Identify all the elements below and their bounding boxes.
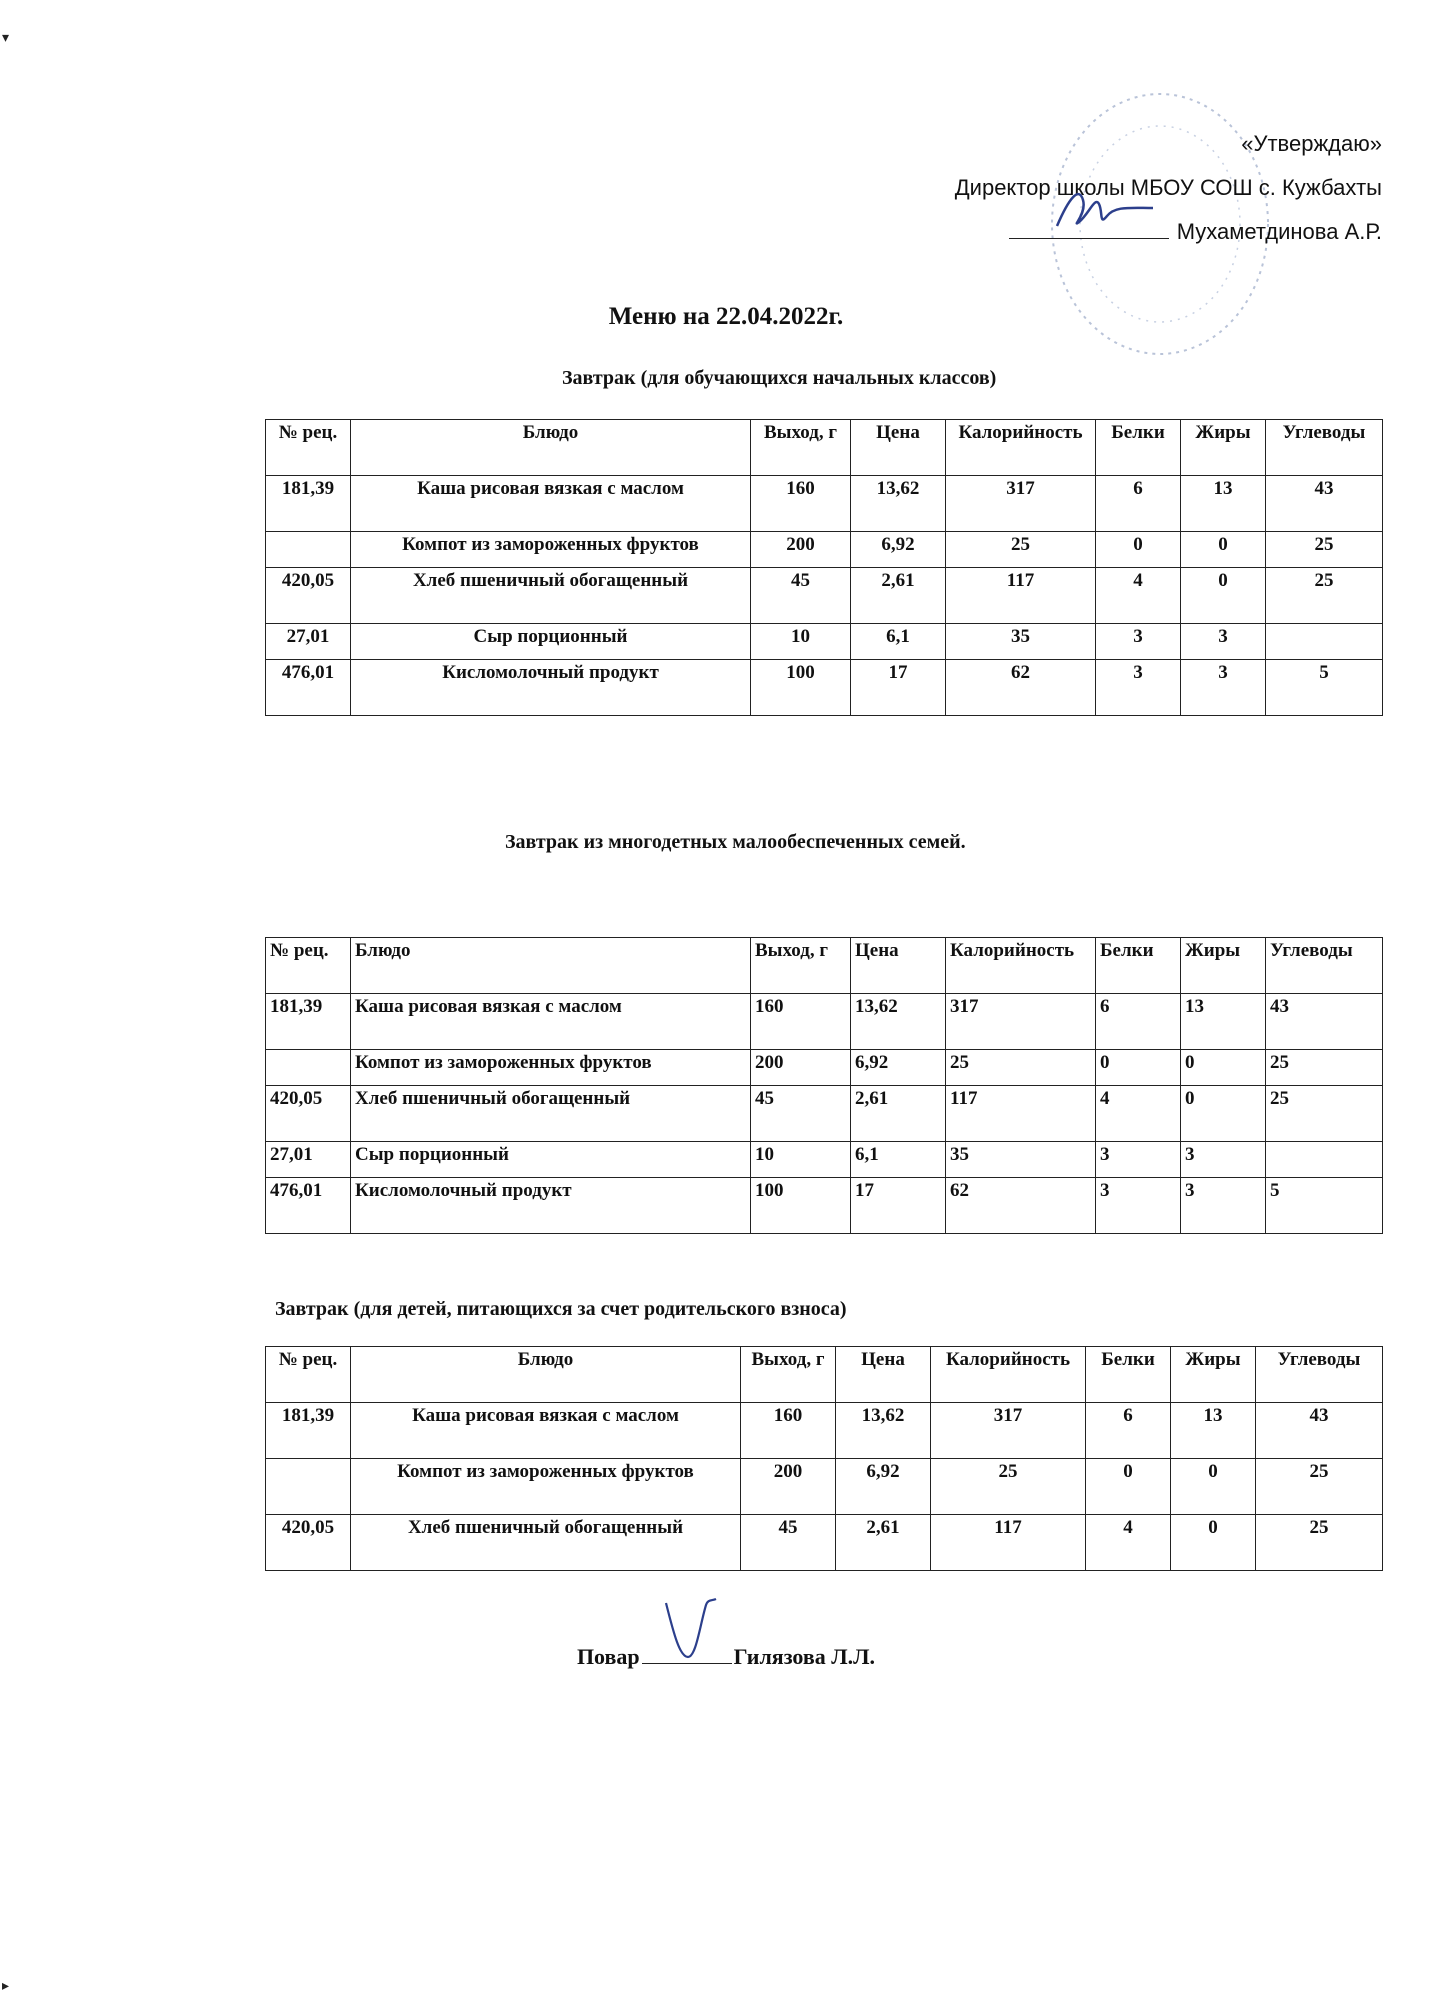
table-row xyxy=(266,1459,1383,1515)
cell-fat: 0 xyxy=(1171,1459,1256,1515)
header-recipe: № рец. xyxy=(266,938,351,994)
cell-dish: Каша рисовая вязкая с маслом xyxy=(351,994,751,1050)
table-row xyxy=(266,994,1383,1050)
approval-heading: «Утверждаю» xyxy=(1241,131,1382,156)
cell-fat: 3 xyxy=(1181,624,1266,660)
cell-price: 13,62 xyxy=(851,476,946,532)
header-calories: Калорийность xyxy=(931,1347,1086,1403)
cell-carbs xyxy=(1266,624,1383,660)
header-protein: Белки xyxy=(1096,938,1181,994)
cell-fat: 13 xyxy=(1171,1403,1256,1459)
cell-protein: 0 xyxy=(1096,532,1181,568)
approval-position: Директор школы МБОУ СОШ с. Кужбахты xyxy=(954,175,1382,200)
section-1-title: Завтрак (для обучающихся начальных классов) xyxy=(562,367,997,389)
cell-protein: 0 xyxy=(1096,1050,1181,1086)
header-fat: Жиры xyxy=(1181,420,1266,476)
cell-fat: 0 xyxy=(1171,1515,1256,1571)
cook-name: Гилязова Л.Л. xyxy=(733,1644,876,1669)
header-carbs: Углеводы xyxy=(1266,938,1383,994)
cell-price: 13,62 xyxy=(851,994,946,1050)
table-row xyxy=(266,1086,1383,1142)
table-header-row xyxy=(266,938,1383,994)
menu-table-2 xyxy=(265,937,1383,1234)
cell-carbs: 25 xyxy=(1266,1086,1383,1142)
approval-block xyxy=(682,122,1382,254)
cell-price: 6,1 xyxy=(851,1142,946,1178)
cell-protein: 4 xyxy=(1096,568,1181,624)
cell-calories: 117 xyxy=(946,568,1096,624)
signature-icon xyxy=(1049,178,1159,238)
header-recipe: № рец. xyxy=(266,420,351,476)
cell-yield: 45 xyxy=(751,568,851,624)
cell-recipe: 181,39 xyxy=(266,1403,351,1459)
header-price: Цена xyxy=(836,1347,931,1403)
table-row xyxy=(266,1178,1383,1234)
cell-recipe xyxy=(266,1459,351,1515)
cell-dish: Сыр порционный xyxy=(351,1142,751,1178)
cell-recipe: 420,05 xyxy=(266,1086,351,1142)
cell-price: 6,1 xyxy=(851,624,946,660)
cell-calories: 317 xyxy=(946,994,1096,1050)
cell-calories: 317 xyxy=(931,1403,1086,1459)
cell-price: 13,62 xyxy=(836,1403,931,1459)
corner-mark-bottom: ▸ xyxy=(2,1979,10,1994)
cell-calories: 25 xyxy=(931,1459,1086,1515)
header-calories: Калорийность xyxy=(946,938,1096,994)
cell-carbs: 25 xyxy=(1266,532,1383,568)
cell-dish: Компот из замороженных фруктов xyxy=(351,532,751,568)
cell-dish: Кисломолочный продукт xyxy=(351,1178,751,1234)
header-calories: Калорийность xyxy=(946,420,1096,476)
cell-protein: 6 xyxy=(1096,994,1181,1050)
header-yield: Выход, г xyxy=(751,420,851,476)
header-dish: Блюдо xyxy=(351,938,751,994)
cell-yield: 160 xyxy=(751,476,851,532)
cell-protein: 6 xyxy=(1096,476,1181,532)
cell-recipe: 420,05 xyxy=(266,568,351,624)
cell-yield: 200 xyxy=(751,532,851,568)
cell-carbs: 25 xyxy=(1266,568,1383,624)
table-row xyxy=(266,568,1383,624)
cell-calories: 62 xyxy=(946,660,1096,716)
cell-calories: 117 xyxy=(946,1086,1096,1142)
header-protein: Белки xyxy=(1086,1347,1171,1403)
header-carbs: Углеводы xyxy=(1256,1347,1383,1403)
header-yield: Выход, г xyxy=(751,938,851,994)
cell-carbs: 5 xyxy=(1266,660,1383,716)
cell-price: 6,92 xyxy=(851,532,946,568)
header-fat: Жиры xyxy=(1171,1347,1256,1403)
cell-price: 17 xyxy=(851,660,946,716)
cell-price: 6,92 xyxy=(851,1050,946,1086)
cell-carbs: 43 xyxy=(1256,1403,1383,1459)
cell-calories: 35 xyxy=(946,624,1096,660)
cell-protein: 0 xyxy=(1086,1459,1171,1515)
header-dish: Блюдо xyxy=(351,1347,741,1403)
cell-fat: 3 xyxy=(1181,660,1266,716)
header-dish: Блюдо xyxy=(351,420,751,476)
table-row xyxy=(266,532,1383,568)
cell-yield: 45 xyxy=(741,1515,836,1571)
table-row xyxy=(266,660,1383,716)
approval-signature-line xyxy=(682,210,1382,254)
cell-recipe: 181,39 xyxy=(266,994,351,1050)
cell-protein: 4 xyxy=(1096,1086,1181,1142)
director-name: Мухаметдинова А.Р. xyxy=(1176,219,1382,244)
cell-calories: 62 xyxy=(946,1178,1096,1234)
cell-price: 6,92 xyxy=(836,1459,931,1515)
header-yield: Выход, г xyxy=(741,1347,836,1403)
cell-recipe: 420,05 xyxy=(266,1515,351,1571)
cell-recipe: 476,01 xyxy=(266,660,351,716)
cell-yield: 10 xyxy=(751,624,851,660)
cell-dish: Каша рисовая вязкая с маслом xyxy=(351,476,751,532)
cell-fat: 13 xyxy=(1181,476,1266,532)
cell-fat: 0 xyxy=(1181,1086,1266,1142)
cell-recipe xyxy=(266,532,351,568)
cell-fat: 3 xyxy=(1181,1178,1266,1234)
cell-fat: 3 xyxy=(1181,1142,1266,1178)
cell-carbs: 25 xyxy=(1266,1050,1383,1086)
cell-yield: 10 xyxy=(751,1142,851,1178)
header-fat: Жиры xyxy=(1181,938,1266,994)
cell-carbs: 43 xyxy=(1266,994,1383,1050)
cell-yield: 160 xyxy=(751,994,851,1050)
cell-price: 2,61 xyxy=(851,1086,946,1142)
table-row xyxy=(266,1050,1383,1086)
cell-protein: 3 xyxy=(1096,1178,1181,1234)
cell-recipe: 27,01 xyxy=(266,1142,351,1178)
cell-calories: 117 xyxy=(931,1515,1086,1571)
table-row xyxy=(266,1403,1383,1459)
cell-price: 2,61 xyxy=(836,1515,931,1571)
cell-calories: 25 xyxy=(946,1050,1096,1086)
section-2-title: Завтрак из многодетных малообеспеченных семей. xyxy=(505,831,966,853)
cell-dish: Кисломолочный продукт xyxy=(351,660,751,716)
cell-calories: 25 xyxy=(946,532,1096,568)
header-price: Цена xyxy=(851,420,946,476)
cell-yield: 100 xyxy=(751,660,851,716)
cell-calories: 35 xyxy=(946,1142,1096,1178)
cell-dish: Каша рисовая вязкая с маслом xyxy=(351,1403,741,1459)
cell-dish: Хлеб пшеничный обогащенный xyxy=(351,568,751,624)
cell-protein: 3 xyxy=(1096,624,1181,660)
cell-carbs: 25 xyxy=(1256,1459,1383,1515)
cell-protein: 6 xyxy=(1086,1403,1171,1459)
cell-carbs: 25 xyxy=(1256,1515,1383,1571)
header-recipe: № рец. xyxy=(266,1347,351,1403)
menu-table-3 xyxy=(265,1346,1383,1571)
header-protein: Белки xyxy=(1096,420,1181,476)
cell-fat: 0 xyxy=(1181,1050,1266,1086)
cell-yield: 45 xyxy=(751,1086,851,1142)
cell-recipe: 27,01 xyxy=(266,624,351,660)
cook-signature-block xyxy=(0,1637,1452,1670)
cell-recipe xyxy=(266,1050,351,1086)
cell-fat: 13 xyxy=(1181,994,1266,1050)
table-row xyxy=(266,1142,1383,1178)
header-carbs: Углеводы xyxy=(1266,420,1383,476)
cell-calories: 317 xyxy=(946,476,1096,532)
cell-fat: 0 xyxy=(1181,532,1266,568)
page-title: Меню на 22.04.2022г. xyxy=(608,303,844,330)
cell-price: 17 xyxy=(851,1178,946,1234)
cell-dish: Компот из замороженных фруктов xyxy=(351,1459,741,1515)
cook-signature-line xyxy=(642,1637,732,1664)
cell-yield: 100 xyxy=(751,1178,851,1234)
table-row xyxy=(266,476,1383,532)
cell-dish: Компот из замороженных фруктов xyxy=(351,1050,751,1086)
director-signature-line xyxy=(1009,212,1169,239)
cell-protein: 4 xyxy=(1086,1515,1171,1571)
menu-table-1 xyxy=(265,419,1383,716)
cell-protein: 3 xyxy=(1096,1142,1181,1178)
cell-carbs: 43 xyxy=(1266,476,1383,532)
cell-recipe: 181,39 xyxy=(266,476,351,532)
cell-dish: Хлеб пшеничный обогащенный xyxy=(351,1515,741,1571)
header-price: Цена xyxy=(851,938,946,994)
cell-dish: Хлеб пшеничный обогащенный xyxy=(351,1086,751,1142)
cell-fat: 0 xyxy=(1181,568,1266,624)
corner-mark-top: ▾ xyxy=(2,31,10,46)
table-header-row xyxy=(266,420,1383,476)
cell-yield: 160 xyxy=(741,1403,836,1459)
cook-label: Повар xyxy=(576,1644,640,1669)
cell-yield: 200 xyxy=(741,1459,836,1515)
cell-recipe: 476,01 xyxy=(266,1178,351,1234)
section-3-title: Завтрак (для детей, питающихся за счет родительского взноса) xyxy=(275,1298,847,1320)
table-row xyxy=(266,624,1383,660)
cell-carbs: 5 xyxy=(1266,1178,1383,1234)
signature-icon xyxy=(660,1595,720,1665)
cell-dish: Сыр порционный xyxy=(351,624,751,660)
table-header-row xyxy=(266,1347,1383,1403)
cell-yield: 200 xyxy=(751,1050,851,1086)
cell-protein: 3 xyxy=(1096,660,1181,716)
cell-price: 2,61 xyxy=(851,568,946,624)
table-row xyxy=(266,1515,1383,1571)
cell-carbs xyxy=(1266,1142,1383,1178)
